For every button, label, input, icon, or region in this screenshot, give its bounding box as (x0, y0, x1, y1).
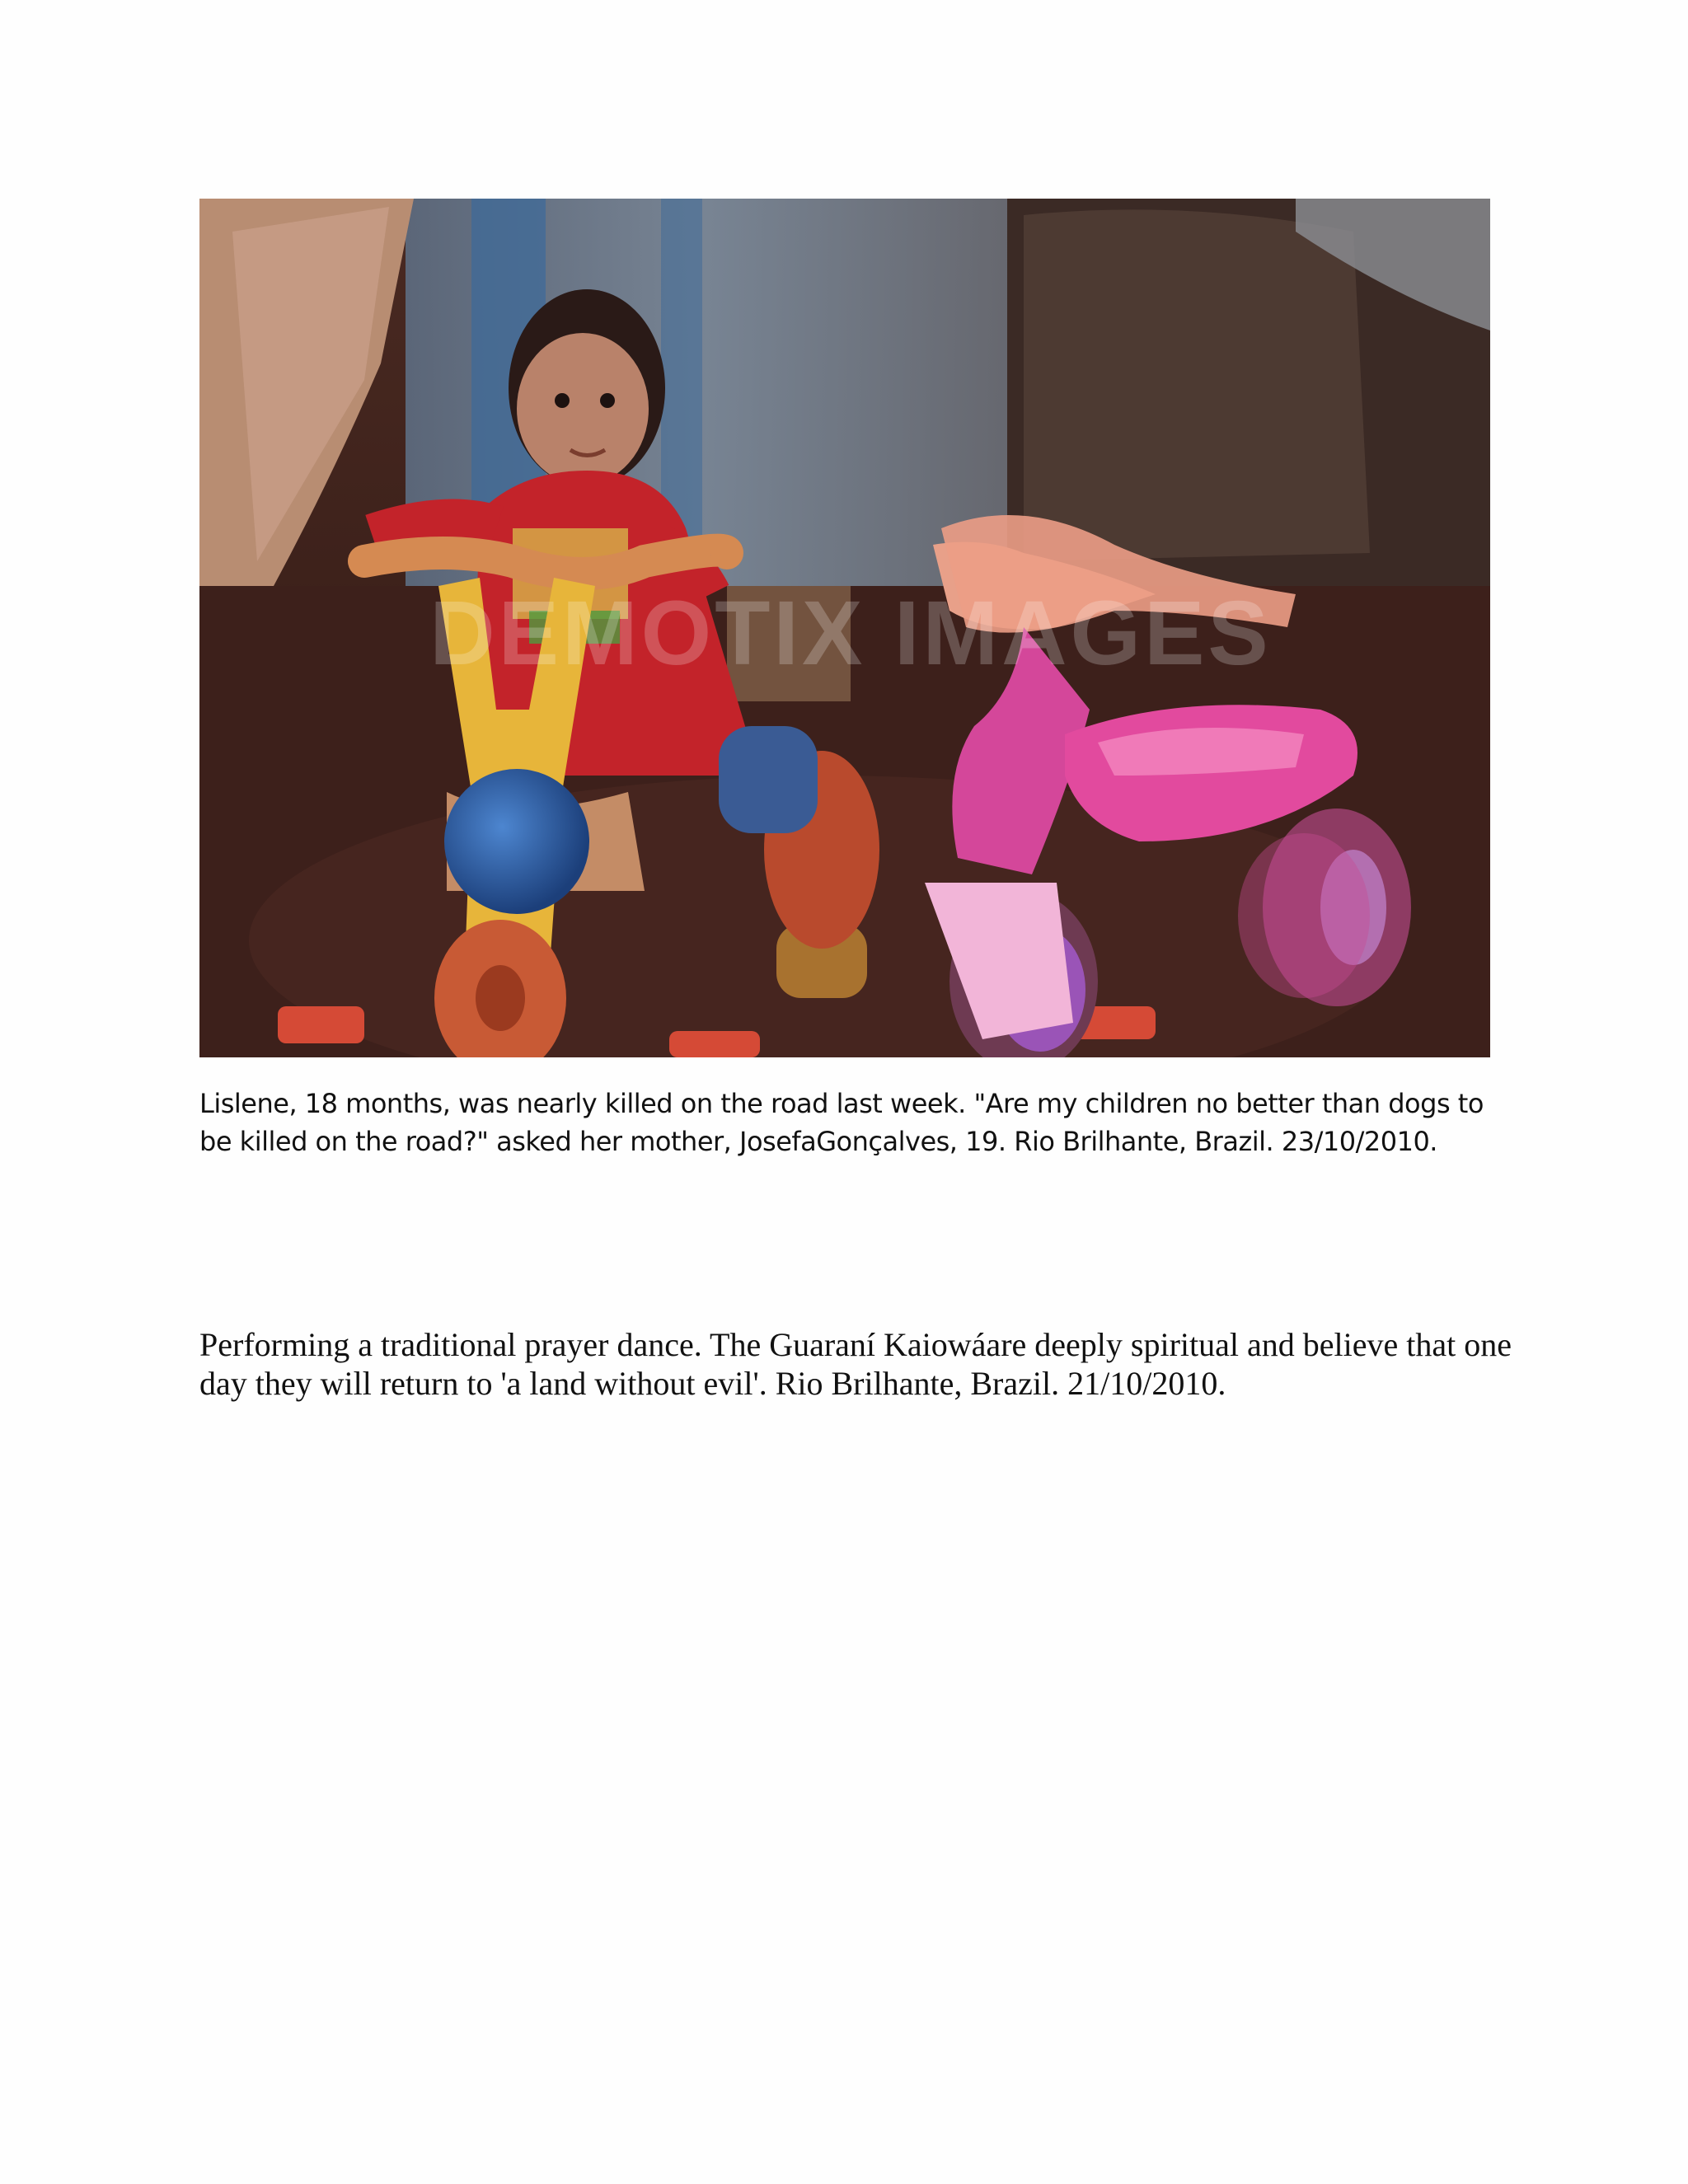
watermark-text: DEMOTIX IMAGES (429, 583, 1272, 684)
photo-caption: Lislene, 18 months, was nearly killed on the road last week. "Are my children no better than dogs to be killed on the road?" asked her mother, JosefaGonçalves, 19. Rio Brilhante, Brazil. 23/10/2010. (199, 1088, 1484, 1157)
second-photo-caption: Performing a traditional prayer dance. The Guaraní Kaiowáare deeply spiritual and believe that one day they will return to 'a land without evil'. Rio Brilhante, Brazil. 21/10/2010. (199, 1326, 1512, 1402)
photo-child-on-tricycle (199, 199, 1490, 1057)
